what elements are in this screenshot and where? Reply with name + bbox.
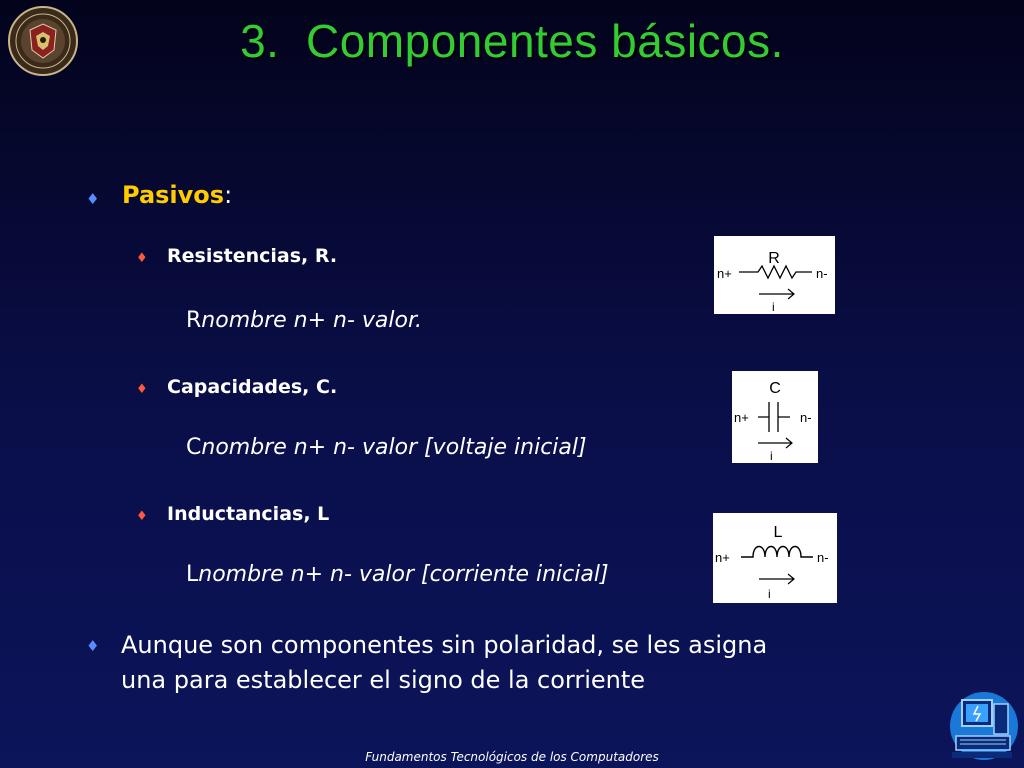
- capacitor-diagram: [732, 371, 818, 463]
- diamond-bullet-icon: ♦: [86, 637, 100, 655]
- diamond-bullet-icon: ♦: [136, 251, 148, 266]
- polarity-note: [121, 628, 841, 698]
- note-line: Aunque son componentes sin polaridad, se les asigna: [121, 631, 768, 659]
- slide-footer: Fundamentos Tecnológicos de los Computadores: [365, 750, 659, 764]
- syntax-prefix: R: [186, 308, 202, 333]
- syntax-text: nombre n+ n- valor [corriente inicial]: [198, 562, 609, 587]
- resistor-diagram: [714, 236, 835, 314]
- capacitor-symbol-label: C: [769, 380, 781, 397]
- component-name-capacitor: Capacidades, C.: [167, 376, 338, 398]
- inductor-diagram: [713, 513, 837, 603]
- current-arrow-icon: [758, 438, 792, 448]
- node-negative-label: n-: [800, 410, 812, 425]
- current-label: i: [772, 300, 775, 314]
- current-arrow-icon: [759, 574, 794, 584]
- node-positive-label: n+: [715, 550, 730, 565]
- diamond-bullet-icon: ♦: [136, 382, 148, 397]
- resistor-zigzag-icon: [739, 266, 812, 278]
- node-negative-label: n-: [816, 266, 828, 281]
- inductor-symbol-label: L: [773, 524, 783, 541]
- syntax-capacitor: [186, 435, 587, 460]
- inductor-coil-icon: [741, 547, 813, 558]
- node-negative-label: n-: [817, 550, 829, 565]
- current-label: i: [768, 587, 771, 601]
- syntax-inductor: [186, 562, 609, 587]
- diamond-bullet-icon: ♦: [136, 509, 148, 524]
- syntax-text: nombre n+ n- valor.: [201, 308, 423, 333]
- component-name-inductor: Inductancias, L: [167, 503, 330, 525]
- node-positive-label: n+: [717, 266, 732, 281]
- syntax-prefix: C: [186, 435, 202, 460]
- node-positive-label: n+: [734, 410, 749, 425]
- component-name-resistor: Resistencias, R.: [167, 245, 338, 267]
- syntax-prefix: L: [186, 562, 199, 587]
- section-heading-label: Pasivos: [122, 181, 225, 209]
- syntax-text: nombre n+ n- valor [voltaje inicial]: [201, 435, 587, 460]
- current-arrow-icon: [759, 289, 794, 299]
- diamond-bullet-icon: ♦: [86, 190, 100, 208]
- current-label: i: [770, 449, 773, 463]
- section-heading-colon: :: [224, 181, 233, 209]
- section-heading: [122, 181, 232, 209]
- capacitor-plates-icon: [758, 402, 790, 432]
- note-line: una para establecer el signo de la corriente: [121, 666, 646, 694]
- syntax-resistor: [186, 308, 422, 333]
- resistor-symbol-label: R: [768, 250, 780, 267]
- slide-title: 3. Componentes básicos.: [240, 15, 784, 67]
